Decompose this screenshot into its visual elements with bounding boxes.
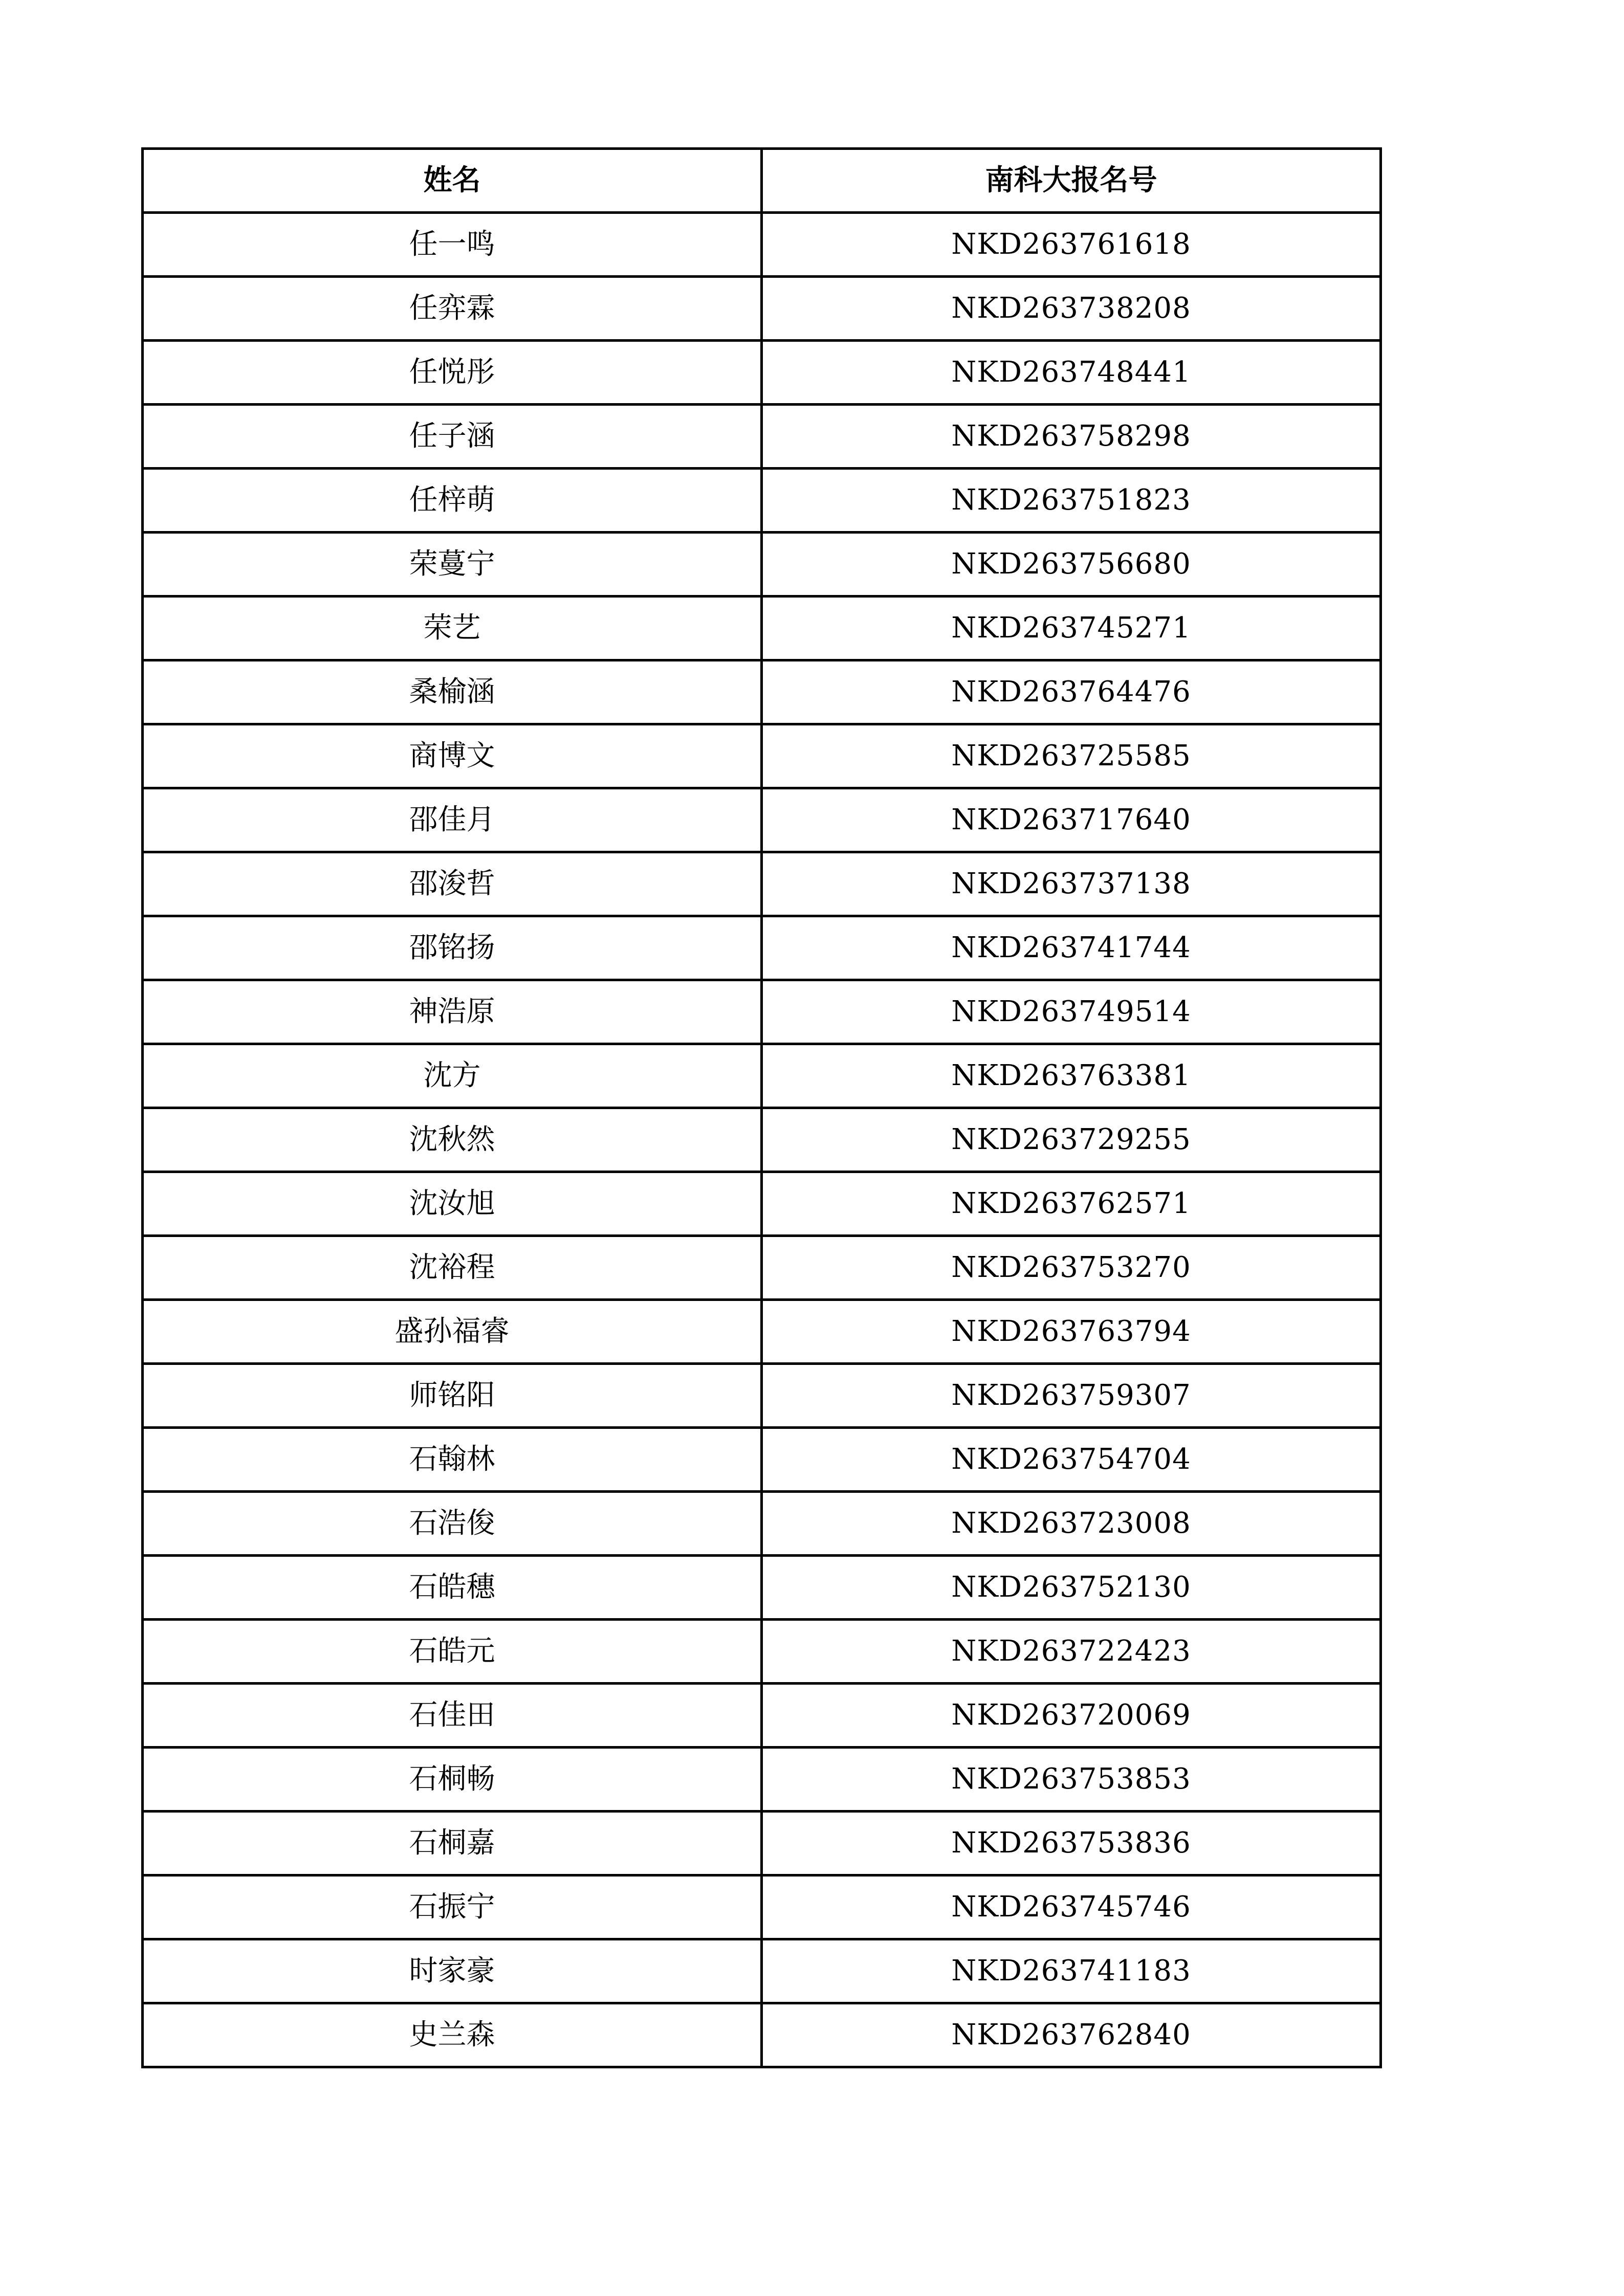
cell-registration-number: NKD263745746 bbox=[762, 1875, 1381, 1939]
cell-name: 石皓穗 bbox=[143, 1556, 762, 1620]
table-row bbox=[143, 1812, 1381, 1875]
cell-name: 任一鸣 bbox=[143, 213, 762, 277]
table-row bbox=[143, 1236, 1381, 1300]
table-row bbox=[143, 1172, 1381, 1236]
cell-registration-number: NKD263725585 bbox=[762, 724, 1381, 788]
header-row bbox=[143, 149, 1381, 213]
cell-name: 任弈霖 bbox=[143, 277, 762, 341]
cell-name: 商博文 bbox=[143, 724, 762, 788]
cell-name: 时家豪 bbox=[143, 1939, 762, 2003]
table-row bbox=[143, 660, 1381, 724]
cell-registration-number: NKD263753836 bbox=[762, 1812, 1381, 1875]
cell-name: 盛孙福睿 bbox=[143, 1300, 762, 1364]
cell-name: 荣蔓宁 bbox=[143, 533, 762, 597]
cell-registration-number: NKD263761618 bbox=[762, 213, 1381, 277]
cell-name: 神浩原 bbox=[143, 980, 762, 1044]
cell-registration-number: NKD263753270 bbox=[762, 1236, 1381, 1300]
cell-name: 任悦彤 bbox=[143, 341, 762, 405]
cell-name: 石皓元 bbox=[143, 1620, 762, 1684]
table-row bbox=[143, 1556, 1381, 1620]
cell-registration-number: NKD263764476 bbox=[762, 660, 1381, 724]
cell-name: 桑榆涵 bbox=[143, 660, 762, 724]
cell-registration-number: NKD263745271 bbox=[762, 597, 1381, 660]
cell-registration-number: NKD263752130 bbox=[762, 1556, 1381, 1620]
table-row bbox=[143, 469, 1381, 533]
table-row bbox=[143, 1492, 1381, 1556]
cell-name: 石振宁 bbox=[143, 1875, 762, 1939]
cell-registration-number: NKD263754704 bbox=[762, 1428, 1381, 1492]
table-row bbox=[143, 1939, 1381, 2003]
table-row bbox=[143, 1108, 1381, 1172]
table-row bbox=[143, 1875, 1381, 1939]
table-row bbox=[143, 1748, 1381, 1812]
table-row bbox=[143, 980, 1381, 1044]
table-row bbox=[143, 852, 1381, 916]
cell-name: 石桐畅 bbox=[143, 1748, 762, 1812]
table-row bbox=[143, 1684, 1381, 1748]
cell-registration-number: NKD263753853 bbox=[762, 1748, 1381, 1812]
registration-table bbox=[141, 147, 1382, 2068]
cell-name: 沈裕程 bbox=[143, 1236, 762, 1300]
cell-name: 任子涵 bbox=[143, 405, 762, 469]
cell-registration-number: NKD263720069 bbox=[762, 1684, 1381, 1748]
cell-registration-number: NKD263738208 bbox=[762, 277, 1381, 341]
cell-name: 石佳田 bbox=[143, 1684, 762, 1748]
table-row bbox=[143, 277, 1381, 341]
cell-name: 石桐嘉 bbox=[143, 1812, 762, 1875]
cell-registration-number: NKD263763794 bbox=[762, 1300, 1381, 1364]
cell-name: 荣艺 bbox=[143, 597, 762, 660]
cell-registration-number: NKD263749514 bbox=[762, 980, 1381, 1044]
cell-registration-number: NKD263717640 bbox=[762, 788, 1381, 852]
cell-name: 沈汝旭 bbox=[143, 1172, 762, 1236]
table-row bbox=[143, 1044, 1381, 1108]
cell-name: 石浩俊 bbox=[143, 1492, 762, 1556]
cell-registration-number: NKD263741183 bbox=[762, 1939, 1381, 2003]
cell-name: 史兰森 bbox=[143, 2003, 762, 2067]
header-registration-number: 南科大报名号 bbox=[762, 149, 1381, 213]
cell-name: 邵浚哲 bbox=[143, 852, 762, 916]
table-row bbox=[143, 1428, 1381, 1492]
header-name: 姓名 bbox=[143, 149, 762, 213]
table-row bbox=[143, 533, 1381, 597]
table-row bbox=[143, 597, 1381, 660]
cell-registration-number: NKD263741744 bbox=[762, 916, 1381, 980]
table-row bbox=[143, 724, 1381, 788]
cell-registration-number: NKD263729255 bbox=[762, 1108, 1381, 1172]
cell-name: 沈方 bbox=[143, 1044, 762, 1108]
table-row bbox=[143, 1300, 1381, 1364]
table-row bbox=[143, 1364, 1381, 1428]
table-row bbox=[143, 788, 1381, 852]
cell-registration-number: NKD263723008 bbox=[762, 1492, 1381, 1556]
cell-name: 邵佳月 bbox=[143, 788, 762, 852]
cell-name: 沈秋然 bbox=[143, 1108, 762, 1172]
table-row bbox=[143, 405, 1381, 469]
cell-registration-number: NKD263756680 bbox=[762, 533, 1381, 597]
cell-registration-number: NKD263748441 bbox=[762, 341, 1381, 405]
table-row bbox=[143, 2003, 1381, 2067]
cell-name: 邵铭扬 bbox=[143, 916, 762, 980]
table-body bbox=[143, 213, 1381, 2067]
table-row bbox=[143, 916, 1381, 980]
cell-registration-number: NKD263759307 bbox=[762, 1364, 1381, 1428]
cell-name: 石翰林 bbox=[143, 1428, 762, 1492]
cell-name: 师铭阳 bbox=[143, 1364, 762, 1428]
cell-registration-number: NKD263762840 bbox=[762, 2003, 1381, 2067]
cell-registration-number: NKD263722423 bbox=[762, 1620, 1381, 1684]
cell-name: 任梓萌 bbox=[143, 469, 762, 533]
cell-registration-number: NKD263751823 bbox=[762, 469, 1381, 533]
table-header bbox=[143, 149, 1381, 213]
cell-registration-number: NKD263758298 bbox=[762, 405, 1381, 469]
table-row bbox=[143, 341, 1381, 405]
table-row bbox=[143, 1620, 1381, 1684]
table-row bbox=[143, 213, 1381, 277]
cell-registration-number: NKD263737138 bbox=[762, 852, 1381, 916]
cell-registration-number: NKD263762571 bbox=[762, 1172, 1381, 1236]
cell-registration-number: NKD263763381 bbox=[762, 1044, 1381, 1108]
